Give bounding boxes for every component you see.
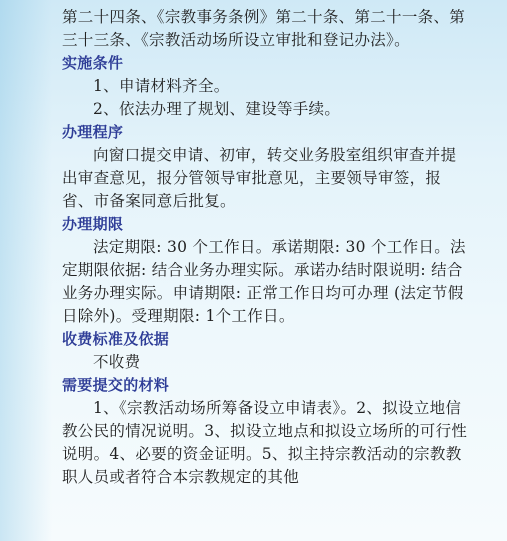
time-limit-heading: 办理期限 [62,215,124,233]
materials-paragraph: 1、《宗教活动场所筹备设立申请表》。2、拟设立地信教公民的情况说明。3、拟设立地点和拟设立场所的可行性说明。4、必要的资金证明。5、拟主持宗教活动的宗教教职人员或者符合本宗教规定的其他 [62,399,468,486]
time-limit-paragraph: 法定期限: 30 个工作日。承诺期限: 30 个工作日。法定期限依据: 结合业务办理实际。承诺办结时限说明: 结合业务办理实际。申请期限: 正常工作日均可办理 (法定节假日除外)。受理期限: 1个工作日。 [62,238,466,325]
decorative-stripe [0,0,52,541]
intro-paragraph: 第二十四条、《宗教事务条例》第二十条、第二十一条、第三十三条、《宗教活动场所设立审批和登记办法》。 [62,8,466,49]
materials-heading: 需要提交的材料 [62,376,170,394]
conditions-heading: 实施条件 [62,54,124,72]
fees-heading: 收费标准及依据 [62,330,170,348]
document-body [62,6,472,489]
fees-paragraph: 不收费 [93,353,141,371]
conditions-item: 2、依法办理了规划、建设等手续。 [93,100,341,118]
procedure-heading: 办理程序 [62,123,124,141]
procedure-paragraph: 向窗口提交申请、初审，转交业务股室组织审查并提出审查意见，报分管领导审批意见，主要领导审签，报省、市备案同意后批复。 [62,146,457,210]
conditions-item: 1、申请材料齐全。 [93,77,230,95]
